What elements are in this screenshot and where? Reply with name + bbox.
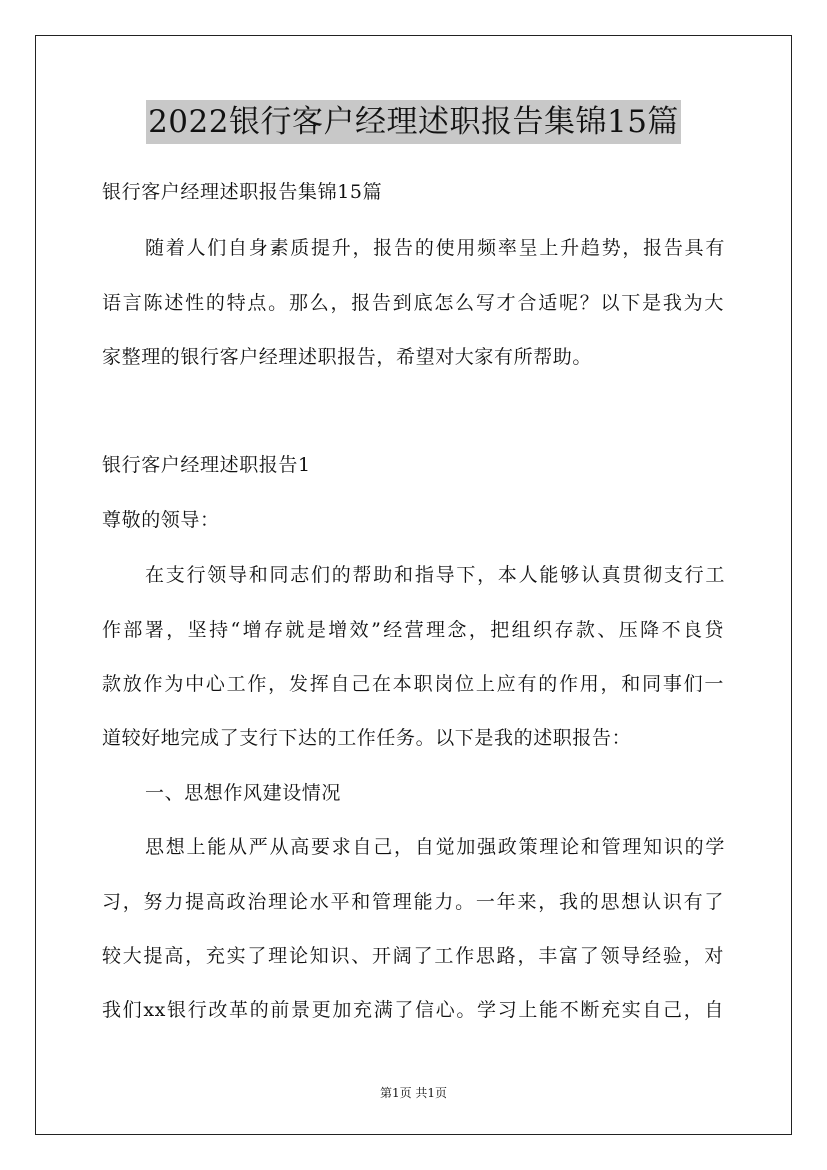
para1-line-3: 款放作为中心工作，发挥自己在本职岗位上应有的作用，和同事们一 — [102, 673, 724, 695]
para2-line-3: 较大提高，充实了理论知识、开阔了工作思路，丰富了领导经验，对 — [102, 945, 724, 967]
intro-line-3: 家整理的银行客户经理述职报告，希望对大家有所帮助。 — [102, 346, 593, 368]
para2-line-1: 思想上能从严从高要求自己，自觉加强政策理论和管理知识的学 — [145, 836, 725, 858]
para1-line-4: 道较好地完成了支行下达的工作任务。以下是我的述职报告： — [102, 727, 632, 749]
title-wrapper — [0, 100, 827, 144]
heading-ideology: 一、思想作风建设情况 — [145, 782, 342, 804]
section-title: 银行客户经理述职报告1 — [102, 454, 311, 476]
page-footer: 第1页 共1页 — [379, 1086, 448, 1100]
document-subtitle: 银行客户经理述职报告集锦15篇 — [102, 181, 383, 203]
intro-line-2: 语言陈述性的特点。那么，报告到底怎么写才合适呢？以下是我为大 — [102, 292, 724, 314]
intro-line-1: 随着人们自身素质提升，报告的使用频率呈上升趋势，报告具有 — [145, 237, 725, 259]
para1-line-1: 在支行领导和同志们的帮助和指导下，本人能够认真贯彻支行工 — [145, 564, 725, 586]
document-title: 2022银行客户经理述职报告集锦15篇 — [146, 100, 681, 144]
para2-line-2: 习，努力提高政治理论水平和管理能力。一年来，我的思想认识有了 — [102, 891, 724, 913]
para1-line-2: 作部署，坚持“增存就是增效”经营理念，把组织存款、压降不良贷 — [102, 619, 724, 641]
salutation: 尊敬的领导： — [102, 509, 220, 531]
para2-line-4: 我们xx银行改革的前景更加充满了信心。学习上能不断充实自己，自 — [102, 999, 724, 1021]
